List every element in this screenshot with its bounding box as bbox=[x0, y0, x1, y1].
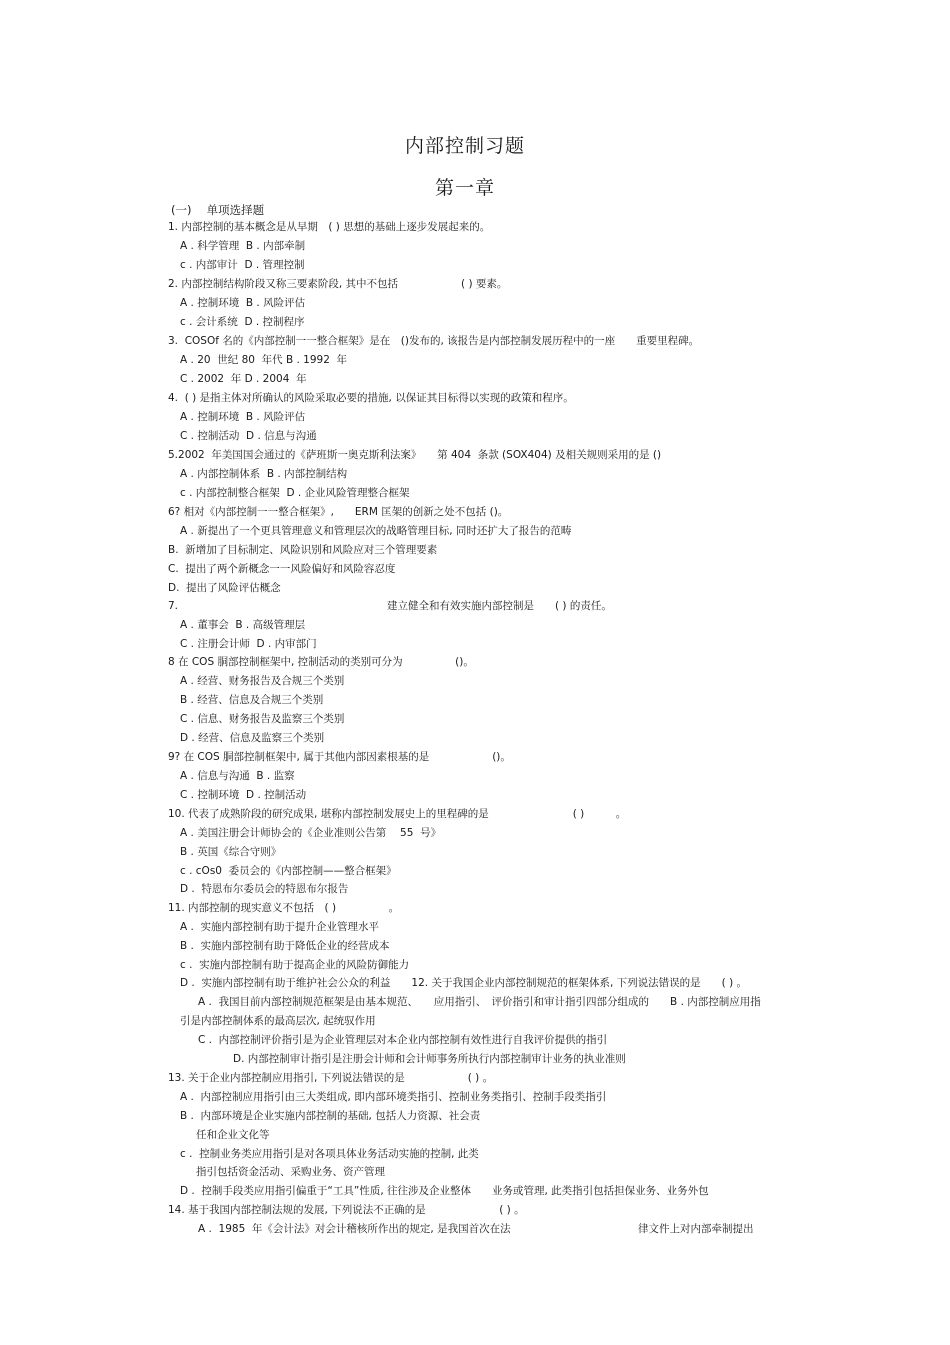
text-line: B. 新增加了目标制定、风险识别和风险应对三个管理要素 bbox=[168, 544, 438, 556]
text-line: 律文件上对内部牵制提出 bbox=[638, 1223, 754, 1235]
text-line: B . 实施内部控制有助于降低企业的经营成本 bbox=[180, 940, 390, 952]
text-line: A . 我国目前内部控制规范框架是由基本规范、 应用指引、 评价指引和审计指引四部分组成的 B . 内部控制应用指 bbox=[198, 996, 761, 1008]
text-line: A . 科学管理 B . 内部牵制 bbox=[180, 240, 306, 252]
text-line: c . 内部审计 D . 管理控制 bbox=[180, 259, 305, 271]
text-line: c . 会计系统 D . 控制程序 bbox=[180, 316, 305, 328]
text-line: 14. 基于我国内部控制法规的发展, 下列说法不正确的是 ( ) 。 bbox=[168, 1204, 525, 1216]
text-line: 4. ( ) 是指主体对所确认的风险采取必要的措施, 以保证其目标得以实现的政策和程序。 bbox=[168, 392, 574, 404]
text-line: D . 控制手段类应用指引偏重于“工具”性质, 往往涉及企业整体 业务或管理, 此类指引包括担保业务、业务外包 bbox=[180, 1185, 709, 1197]
text-line: 建立健全和有效实施内部控制是 ( ) 的责任。 bbox=[387, 600, 612, 612]
text-line: 7. bbox=[168, 600, 179, 612]
text-line: C . 控制环境 D . 控制活动 bbox=[180, 789, 307, 801]
chapter-heading: 第一章 bbox=[434, 177, 495, 199]
document-title: 内部控制习题 bbox=[404, 135, 525, 157]
text-line: 6? 相对《内部控制一一整合框架》, ERM 匡架的创新之处不包括 ()。 bbox=[168, 506, 509, 518]
text-line: 10. 代表了成熟阶段的研究成果, 堪称内部控制发展史上的里程碑的是 ( ) 。 bbox=[168, 808, 627, 820]
text-line: A . 内部控制应用指引由三大类组成, 即内部环境类指引、控制业务类指引、控制手段类指引 bbox=[180, 1091, 607, 1103]
text-line: D. 内部控制审计指引是注册会计师和会计师事务所执行内部控制审计业务的执业准则 bbox=[233, 1053, 626, 1065]
text-line: B . 内部环境是企业实施内部控制的基础, 包括人力资源、社会责 bbox=[180, 1110, 481, 1122]
text-line: A . 20 世纪 80 年代 B . 1992 年 bbox=[180, 354, 348, 366]
text-line: c . cOs0 委员会的《内部控制——整合框架》 bbox=[180, 865, 397, 877]
text-line: c . 控制业务类应用指引是对各项具体业务活动实施的控制, 此类 bbox=[180, 1148, 479, 1160]
text-line: D. 提出了风险评估概念 bbox=[168, 582, 281, 594]
text-line: C. 提出了两个新概念一一风险偏好和风险容忍度 bbox=[168, 563, 396, 575]
text-line: A . 新提出了一个更具管理意义和管理层次的战略管理目标, 同时还扩大了报告的范畴 bbox=[180, 525, 572, 537]
text-line: 8 在 COS 胴部控制框架中, 控制活动的类别可分为 ()。 bbox=[168, 656, 474, 668]
text-line: c . 内部控制整合框架 D . 企业风险管理整合框架 bbox=[180, 487, 410, 499]
text-line: D . 特恩布尔委员会的特恩布尔报告 bbox=[180, 883, 349, 895]
text-line: C . 注册会计师 D . 内审部门 bbox=[180, 638, 317, 650]
text-line: A . 1985 年《会计法》对会计稽核所作出的规定, 是我国首次在法 bbox=[198, 1223, 511, 1235]
text-line: 指引包括资金活动、采购业务、资产管理 bbox=[196, 1166, 385, 1178]
text-line: A . 控制环境 B . 风险评估 bbox=[180, 297, 306, 309]
text-line: A . 经营、财务报告及合规三个类别 bbox=[180, 675, 345, 687]
text-line: A . 内部控制体系 B . 内部控制结构 bbox=[180, 468, 348, 480]
text-line: B . 经营、信息及合规三个类别 bbox=[180, 694, 324, 706]
text-line: 2. 内部控制结构阶段又称三要素阶段, 其中不包括 ( ) 要素。 bbox=[168, 278, 508, 290]
text-line: 3. COSOf 名的《内部控制一一整合框架》是在 ()发布的, 该报告是内部控制发展历程中的一座 重要里程碑。 bbox=[168, 335, 700, 347]
text-line: C . 2002 年 D . 2004 年 bbox=[180, 373, 307, 385]
text-line: D . 经营、信息及监察三个类别 bbox=[180, 732, 325, 744]
text-line: C . 内部控制评价指引是为企业管理层对本企业内部控制有效性进行自我评价提供的指引 bbox=[198, 1034, 608, 1046]
text-line: 引是内部控制体系的最高层次, 起统驭作用 bbox=[180, 1015, 376, 1027]
text-line: 任和企业文化等 bbox=[196, 1129, 270, 1141]
text-line: 13. 关于企业内部控制应用指引, 下列说法错误的是 ( ) 。 bbox=[168, 1072, 494, 1084]
text-line: B . 英国《综合守则》 bbox=[180, 846, 282, 858]
text-line: 5.2002 年美国国会通过的《萨班斯一奥克斯利法案》 第 404 条款 (SOX404) 及相关规则采用的是 () bbox=[168, 449, 662, 461]
text-line: A . 信息与沟通 B . 监察 bbox=[180, 770, 295, 782]
text-line: 9? 在 COS 胴部控制框架中, 属于其他内部因素根基的是 ()。 bbox=[168, 751, 511, 763]
text-line: A . 董事会 B . 高级管理层 bbox=[180, 619, 306, 631]
text-line: c . 实施内部控制有助于提高企业的风险防御能力 bbox=[180, 959, 410, 971]
text-line: 11. 内部控制的现实意义不包括 ( ) 。 bbox=[168, 902, 400, 914]
text-line: C . 控制活动 D . 信息与沟通 bbox=[180, 430, 317, 442]
section-heading: (一) 单项选择题 bbox=[171, 203, 265, 217]
text-line: A . 控制环境 B . 风险评估 bbox=[180, 411, 306, 423]
text-line: A . 美国注册会计师协会的《企业准则公告第 55 号》 bbox=[180, 827, 442, 839]
text-line: D . 实施内部控制有助于维护社会公众的利益 12. 关于我国企业内部控制规范的框架体系, 下列说法错误的是 ( ) 。 bbox=[180, 977, 748, 989]
text-line: A . 实施内部控制有助于提升企业管理水平 bbox=[180, 921, 380, 933]
text-line: 1. 内部控制的基本概念是从早期 ( ) 思想的基础上逐步发展起来的。 bbox=[168, 221, 491, 233]
text-line: C . 信息、财务报告及监察三个类别 bbox=[180, 713, 345, 725]
